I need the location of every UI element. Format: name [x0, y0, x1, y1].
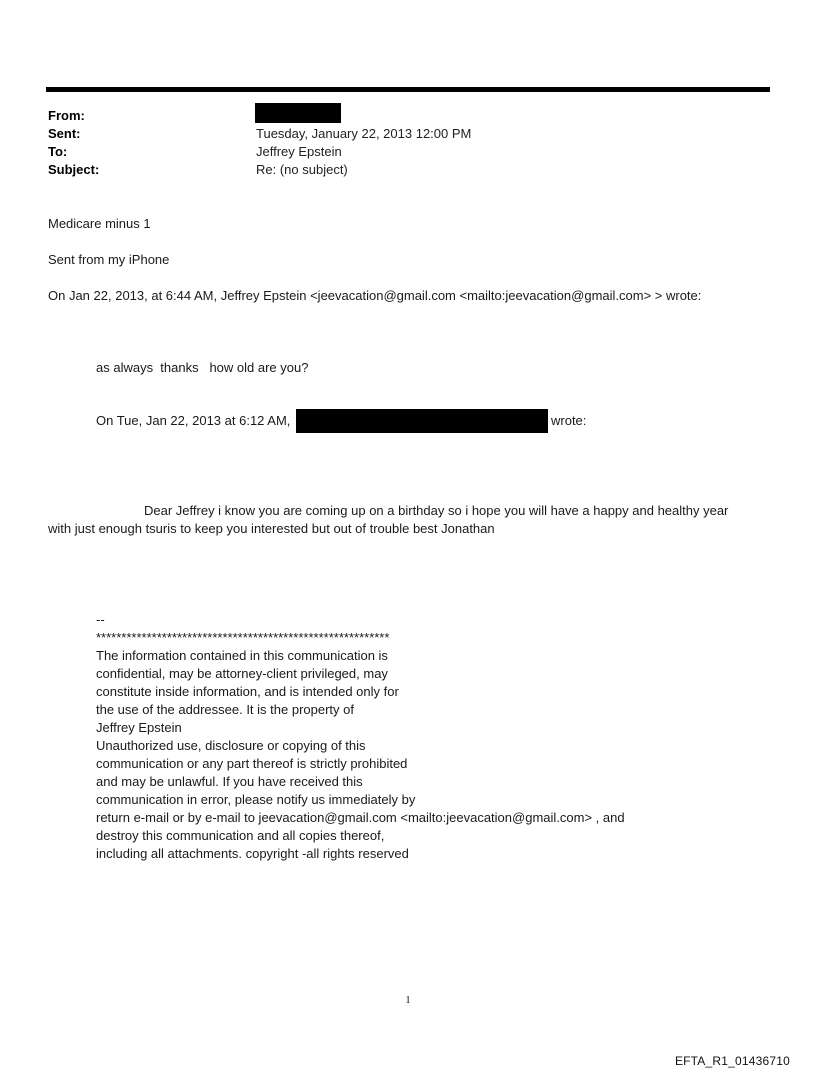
subject-value: Re: (no subject) — [256, 162, 348, 177]
quote-intro: On Jan 22, 2013, at 6:44 AM, Jeffrey Epstein <jeevacation@gmail.com <mailto:jeevacation@gmail.com> > wrote: — [48, 288, 702, 303]
quote2-prefix: On Tue, Jan 22, 2013 at 6:12 AM, — [96, 413, 291, 428]
message-line-1: Dear Jeffrey i know you are coming up on a birthday so i hope you will have a happy and healthy year — [144, 503, 729, 518]
disclaimer-dashes: -- — [96, 612, 105, 627]
disclaimer-line: Unauthorized use, disclosure or copying of this — [96, 738, 366, 753]
body-line-1: Medicare minus 1 — [48, 216, 151, 231]
to-label: To: — [48, 144, 68, 159]
disclaimer-line: the use of the addressee. It is the property of — [96, 702, 354, 717]
header-rule — [46, 87, 770, 92]
disclaimer-line: destroy this communication and all copies thereof, — [96, 828, 385, 843]
redacted-sender — [255, 103, 341, 123]
sent-label: Sent: — [48, 126, 81, 141]
reply-text: as always thanks how old are you? — [96, 360, 309, 375]
disclaimer-line: return e-mail or by e-mail to jeevacation@gmail.com <mailto:jeevacation@gmail.com> , and — [96, 810, 625, 825]
disclaimer-block — [96, 611, 625, 863]
body-signature: Sent from my iPhone — [48, 252, 170, 267]
redacted-author — [296, 409, 548, 433]
disclaimer-line: The information contained in this communication is — [96, 648, 388, 663]
disclaimer-stars: ********************************************************** — [96, 630, 390, 645]
sent-value: Tuesday, January 22, 2013 12:00 PM — [256, 126, 472, 141]
message-line-2: with just enough tsuris to keep you interested but out of trouble best Jonathan — [48, 521, 495, 536]
disclaimer-line: Jeffrey Epstein — [96, 720, 182, 735]
disclaimer-line: communication in error, please notify us immediately by — [96, 792, 416, 807]
disclaimer-line: including all attachments. copyright -all rights reserved — [96, 846, 409, 861]
subject-label: Subject: — [48, 162, 100, 177]
disclaimer-line: communication or any part thereof is strictly prohibited — [96, 756, 408, 771]
disclaimer-line: and may be unlawful. If you have received this — [96, 774, 363, 789]
disclaimer-line: constitute inside information, and is intended only for — [96, 684, 399, 699]
page-number: 1 — [405, 994, 411, 1006]
disclaimer-line: confidential, may be attorney-client privileged, may — [96, 666, 388, 681]
quote2-suffix: wrote: — [551, 413, 587, 428]
to-value: Jeffrey Epstein — [256, 144, 342, 159]
bates-number: EFTA_R1_01436710 — [674, 1054, 790, 1068]
from-label: From: — [48, 108, 85, 123]
